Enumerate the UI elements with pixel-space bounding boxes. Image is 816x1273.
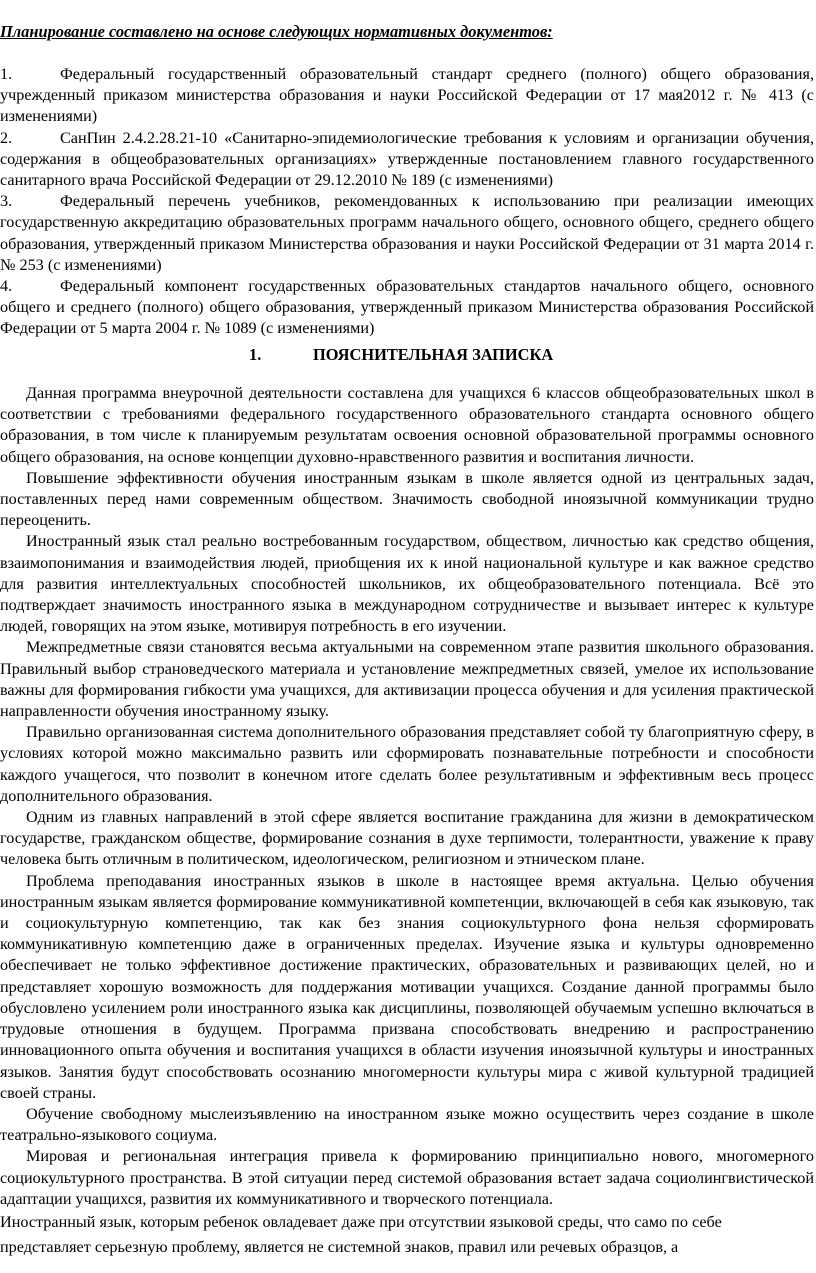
list-item bbox=[0, 64, 814, 128]
paragraph: Межпредметные связи становятся весьма актуальными на современном этапе развития школьного образования. Правильный выбор страноведческого материала и установление межпредметных связей, умелое их использование важны для формирования гибкости ума учащихся, для активизации процесса обучения и для усиления практической направленности обучения иностранному языку. bbox=[0, 638, 814, 721]
list-item-number: 4. bbox=[0, 277, 13, 296]
explanatory-note-body bbox=[0, 383, 814, 1260]
paragraph: Данная программа внеурочной деятельности составлена для учащихся 6 классов общеобразовательных школ в соответствии с требованиями федерального государственного образовательного стандарта основного общего образования, в том числе к планируемым результатам освоения основной образовательной программы основного общего образования, на основе концепции духовно-нравственного развития и воспитания личности. bbox=[0, 384, 814, 466]
paragraph: Одним из главных направлений в этой сфере является воспитание гражданина для жизни в демократическом государстве, гражданском обществе, формирование сознания в духе терпимости, толерантности, уважение к праву человека быть отличным в политическом, идеологическом, религиозном и этническом плане. bbox=[0, 808, 814, 869]
list-item bbox=[0, 276, 814, 340]
normative-documents-list bbox=[0, 64, 814, 340]
list-item-number: 3. bbox=[0, 192, 13, 211]
paragraph: Иностранный язык стал реально востребованным государством, обществом, личностью как средство общения, взаимопонимания и взаимодействия людей, приобщения их к иной национальной культуре и как важное средство для развития интеллектуальных способностей школьников, их общеобразовательного потенциала. Всё это подтверждает значимость иностранного языка в международном сотрудничестве и вызывает интерес к культуре людей, говорящих на этом языке, мотивируя потребность в его изучении. bbox=[0, 532, 814, 636]
section-number: 1. bbox=[249, 345, 262, 364]
paragraph: Иностранный язык, которым ребенок овладевает даже при отсутствии языковой среды, что само по себе представляет серьезную проблему, является не системной знаков, правил или речевых образцов, а bbox=[0, 1212, 722, 1256]
paragraph: Обучение свободному мыслеизъявлению на иностранном языке можно осуществить через создание в школе театрально-языкового социума. bbox=[0, 1104, 814, 1145]
section-title: ПОЯСНИТЕЛЬНАЯ ЗАПИСКА bbox=[313, 345, 554, 364]
list-item-number: 2. bbox=[0, 128, 13, 147]
list-item-number: 1. bbox=[0, 65, 13, 83]
list-item-text: Федеральный государственный образовательный стандарт среднего (полного) общего образования, учрежденный приказом министерства образования и науки Российской Федерации от 17 мая2012 г. № 413 (с изменениями) bbox=[0, 65, 814, 126]
paragraph: Правильно организованная система дополнительного образования представляет собой ту благоприятную сферу, в условиях которой можно максимально развить или сформировать познавательные потребности и способности каждого учащегося, что позволит в конечном итоге сделать более результативным и эффективным весь процесс дополнительного образования. bbox=[0, 723, 814, 805]
paragraph: Проблема преподавания иностранных языков в школе в настоящее время актуальна. Целью обучения иностранным языкам является формирование коммуникативной компетенции, включающей в себя как языковую, так и социокультурную компетенцию, так как без знания социокультурного фона нельзя сформировать коммуникативную компетенцию даже в ограниченных пределах. Изучение языка и культуры одновременно обеспечивает не только эффективное достижение практических, образовательных и развивающих целей, но и представляет хорошую возможность для поддержания мотивации учащихся. Создание данной программы было обусловлено усилением роли иностранного языка как дисциплины, позволяющей обучаемым успешно включаться в трудовые отношения в будущем. Программа призвана способствовать внедрению и распространению инновационного опыта обучения и воспитания учащихся в области изучения иноязычной культуры и иностранных языков. Занятия будут способствовать осознанию многомерности культуры мира с живой культурной традицией своей страны. bbox=[0, 871, 814, 1102]
paragraph: Повышение эффективности обучения иностранным языкам в школе является одной из центральных задач, поставленных перед нами современным обществом. Значимость свободной иноязычной коммуникации трудно переоценить. bbox=[0, 468, 814, 530]
list-item-text: Федеральный компонент государственных образовательных стандартов начального общего, основного общего и среднего (полного) общего образования, утвержденный приказом Министерства образования Российской Федерации от 5 марта 2004 г. № 1089 (с изменениями) bbox=[0, 277, 814, 338]
list-item bbox=[0, 191, 814, 276]
document-heading: Планирование составлено на основе следующих нормативных документов: bbox=[0, 22, 553, 41]
list-item-text: СанПин 2.4.2.28.21-10 «Санитарно-эпидемиологические требования к условиям и организации обучения, содержания в общеобразовательных организациях» утвержденные постановлением главного государственного санитарного врача Российской Федерации от 29.12.2010 № 189 (с изменениями) bbox=[0, 128, 814, 190]
paragraph: Мировая и региональная интеграция привела к формированию принципиально нового, многомерного социокультурного пространства. В этой ситуации перед системой образования встает задача социолингвистической адаптации учащихся, развития их коммуникативного и творческого потенциала. bbox=[0, 1147, 814, 1208]
list-item bbox=[0, 128, 814, 192]
list-item-text: Федеральный перечень учебников, рекомендованных к использованию при реализации имеющих государственную аккредитацию образовательных программ начального общего, основного общего, среднего общего образования, утвержденный приказом Министерства образования и науки Российской Федерации от 31 марта 2014 г. № 253 (с изменениями) bbox=[0, 192, 814, 274]
